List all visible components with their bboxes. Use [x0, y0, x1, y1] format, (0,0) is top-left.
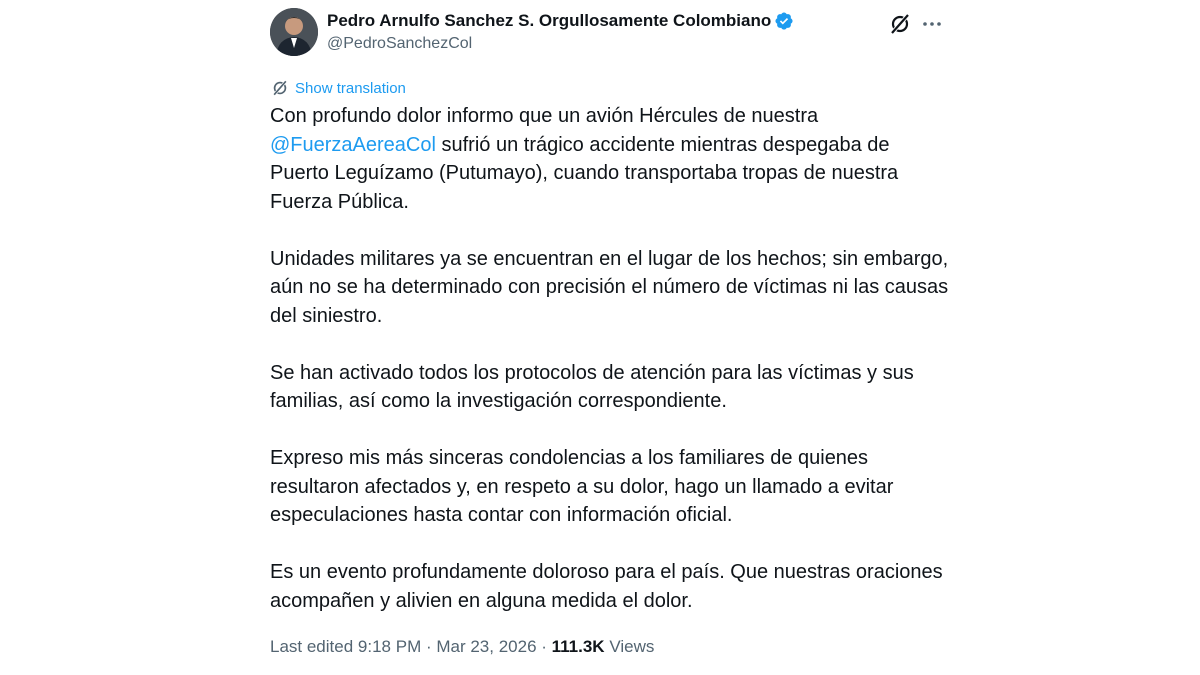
- tweet-paragraph-2: Unidades militares ya se encuentran en el lugar de los hechos; sin embargo, aún no se ha determinado con precisión el número de víctimas ni las causas del siniestro.: [270, 247, 949, 327]
- tweet-paragraph-4: Expreso mis más sinceras condolencias a los familiares de quienes resultaron afectados y, en respeto a su dolor, hago un llamado a evitar especulaciones hasta contar con información oficial.: [270, 447, 894, 526]
- tweet-text-segment: Con profundo dolor informo que un avión Hércules de nuestra: [270, 105, 819, 127]
- tweet-date[interactable]: Mar 23, 2026: [436, 637, 537, 656]
- verified-badge-icon: [774, 11, 794, 31]
- tweet-paragraph-3: Se han activado todos los protocolos de atención para las víctimas y sus familias, así como la investigación correspondiente.: [270, 361, 914, 412]
- translate-icon: [270, 78, 290, 98]
- display-name[interactable]: Pedro Arnulfo Sanchez S. Orgullosamente Colombiano: [327, 11, 772, 30]
- views-label: Views: [609, 637, 655, 656]
- tweet-meta: [270, 637, 654, 657]
- meta-separator: ·: [536, 637, 552, 656]
- edited-label[interactable]: Last edited: [270, 637, 354, 656]
- show-translation-label[interactable]: Show translation: [295, 79, 406, 97]
- mention-link[interactable]: @FuerzaAereaCol: [270, 133, 436, 156]
- tweet-paragraph-1: [270, 102, 950, 216]
- author-handle[interactable]: @PedroSanchezCol: [327, 35, 473, 52]
- display-name-row[interactable]: [327, 10, 794, 32]
- tweet-text: [270, 102, 950, 644]
- tweet-paragraph-5: Es un evento profundamente doloroso para el país. Que nuestras oraciones acompañen y alivien en alguna medida el dolor.: [270, 561, 943, 612]
- tweet: [270, 0, 950, 675]
- views-count: 111.3K: [551, 637, 605, 656]
- avatar[interactable]: [270, 8, 318, 56]
- more-options-icon[interactable]: [920, 12, 944, 36]
- tweet-header: [270, 8, 950, 60]
- tweet-time[interactable]: 9:18 PM: [357, 637, 422, 656]
- author-names: [327, 10, 794, 53]
- show-translation-button[interactable]: [270, 78, 406, 98]
- meta-separator: ·: [421, 637, 437, 656]
- tweet-text-segment: sufrió un trágico accidente mientras despegaba de Puerto Leguízamo (Putumayo), cuando transportaba tropas de nuestra Fuerza Pública.: [270, 133, 899, 213]
- grok-icon[interactable]: [888, 12, 912, 36]
